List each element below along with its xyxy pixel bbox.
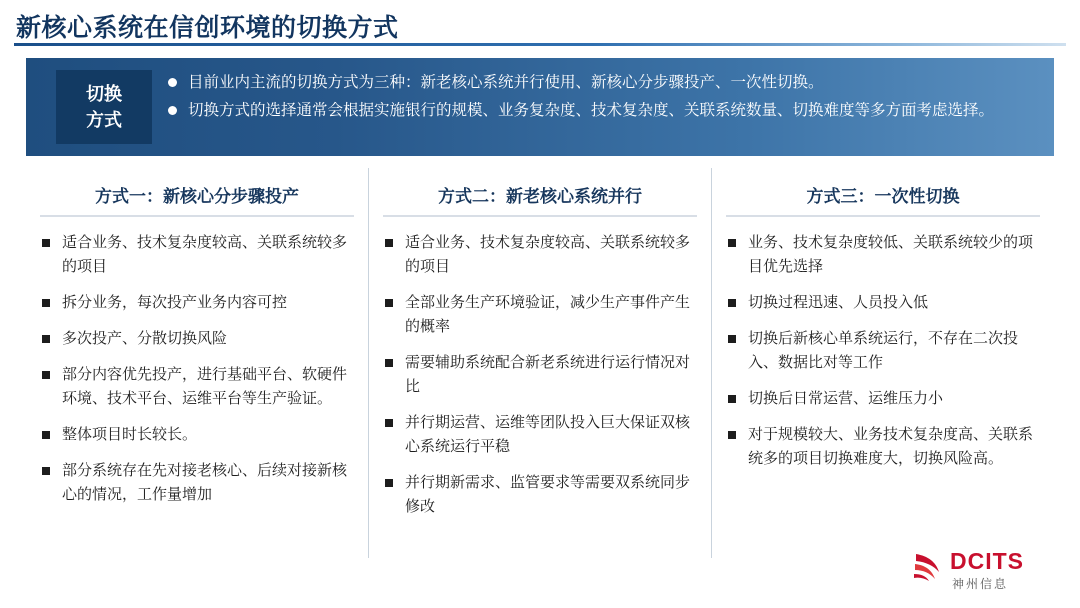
- title-divider: [14, 43, 1066, 46]
- column-bullet-list: [726, 231, 1040, 471]
- list-item-text: 部分内容优先投产，进行基础平台、软硬件环境、技术平台、运维平台等生产验证。: [62, 366, 348, 407]
- list-item-text: 部分系统存在先对接老核心、后续对接新核心的情况，工作量增加: [62, 462, 348, 503]
- list-item: [726, 387, 1040, 411]
- column-heading: 方式一：新核心分步骤投产: [95, 187, 299, 206]
- list-item: [726, 327, 1040, 375]
- logo-wordmark: DCITS: [950, 548, 1024, 574]
- list-item-text: 对于规模较大、业务技术复杂度高、关联系统多的项目切换难度大，切换风险高。: [748, 426, 1034, 467]
- bullet-square-icon: [385, 419, 393, 427]
- bullet-square-icon: [385, 479, 393, 487]
- list-item: [40, 291, 354, 315]
- bullet-square-icon: [42, 371, 50, 379]
- bullet-square-icon: [728, 299, 736, 307]
- list-item: [40, 459, 354, 507]
- list-item-text: 多次投产、分散切换风险: [62, 330, 228, 347]
- logo-subtext: 神州信息: [952, 577, 1009, 591]
- list-item-text: 并行期新需求、监管要求等需要双系统同步修改: [405, 474, 691, 515]
- column-heading-divider: [383, 215, 697, 217]
- comparison-columns: [26, 168, 1054, 558]
- list-item: [726, 291, 1040, 315]
- column-option-3: [711, 168, 1054, 558]
- slide-title-bar: [0, 0, 1080, 48]
- list-item-text: 适合业务、技术复杂度较高、关联系统较多的项目: [62, 234, 348, 275]
- bullet-square-icon: [42, 239, 50, 247]
- list-item-text: 切换过程迅速、人员投入低: [748, 294, 929, 311]
- list-item-text: 拆分业务，每次投产业务内容可控: [62, 294, 288, 311]
- list-item-text: 全部业务生产环境验证，减少生产事件产生的概率: [405, 294, 691, 335]
- bullet-square-icon: [42, 467, 50, 475]
- list-item-text: 业务、技术复杂度较低、关联系统较少的项目优先选择: [748, 234, 1034, 275]
- list-item-text: 需要辅助系统配合新老系统进行运行情况对比: [405, 354, 691, 395]
- bullet-square-icon: [42, 299, 50, 307]
- company-logo: [910, 544, 1060, 596]
- list-item: [40, 231, 354, 279]
- list-item-text: 并行期运营、运维等团队投入巨大保证双核心系统运行平稳: [405, 414, 691, 455]
- list-item: [383, 351, 697, 399]
- banner-bullet: [166, 70, 1036, 96]
- list-item: [40, 423, 354, 447]
- dcits-mark-icon: [910, 550, 944, 584]
- bullet-dot-icon: [168, 106, 177, 115]
- banner-bullet-text: 切换方式的选择通常会根据实施银行的规模、业务复杂度、技术复杂度、关联系统数量、切换难度等多方面考虑选择。: [188, 101, 995, 119]
- banner-bullet-text: 目前业内主流的切换方式为三种：新老核心系统并行使用、新核心分步骤投产、一次性切换。: [188, 74, 824, 91]
- page-title: 新核心系统在信创环境的切换方式: [16, 14, 399, 42]
- bullet-square-icon: [42, 431, 50, 439]
- banner-tag: [56, 70, 152, 144]
- list-item-text: 切换后日常运营、运维压力小: [748, 390, 944, 407]
- summary-banner: [26, 58, 1054, 156]
- bullet-square-icon: [385, 359, 393, 367]
- list-item: [726, 231, 1040, 279]
- list-item-text: 整体项目时长较长。: [62, 426, 198, 443]
- list-item-text: 切换后新核心单系统运行，不存在二次投入、数据比对等工作: [748, 330, 1019, 371]
- column-heading: 方式三：一次性切换: [806, 187, 960, 206]
- bullet-square-icon: [42, 335, 50, 343]
- list-item-text: 适合业务、技术复杂度较高、关联系统较多的项目: [405, 234, 691, 275]
- list-item: [40, 363, 354, 411]
- column-bullet-list: [383, 231, 697, 519]
- column-heading: 方式二：新老核心系统并行: [438, 187, 642, 206]
- column-bullet-list: [40, 231, 354, 507]
- banner-bullet: [166, 98, 1036, 124]
- column-heading-divider: [40, 215, 354, 217]
- list-item: [383, 231, 697, 279]
- bullet-square-icon: [728, 431, 736, 439]
- list-item: [383, 471, 697, 519]
- bullet-square-icon: [728, 239, 736, 247]
- bullet-square-icon: [728, 335, 736, 343]
- list-item: [40, 327, 354, 351]
- list-item: [383, 291, 697, 339]
- bullet-square-icon: [728, 395, 736, 403]
- banner-tag-line2: 方式: [86, 110, 122, 130]
- bullet-square-icon: [385, 299, 393, 307]
- column-option-2: [368, 168, 711, 558]
- bullet-dot-icon: [168, 78, 177, 87]
- column-heading-divider: [726, 215, 1040, 217]
- bullet-square-icon: [385, 239, 393, 247]
- list-item: [726, 423, 1040, 471]
- list-item: [383, 411, 697, 459]
- column-option-1: [26, 168, 368, 558]
- banner-tag-line1: 切换: [86, 83, 122, 104]
- banner-bullet-list: [166, 70, 1036, 125]
